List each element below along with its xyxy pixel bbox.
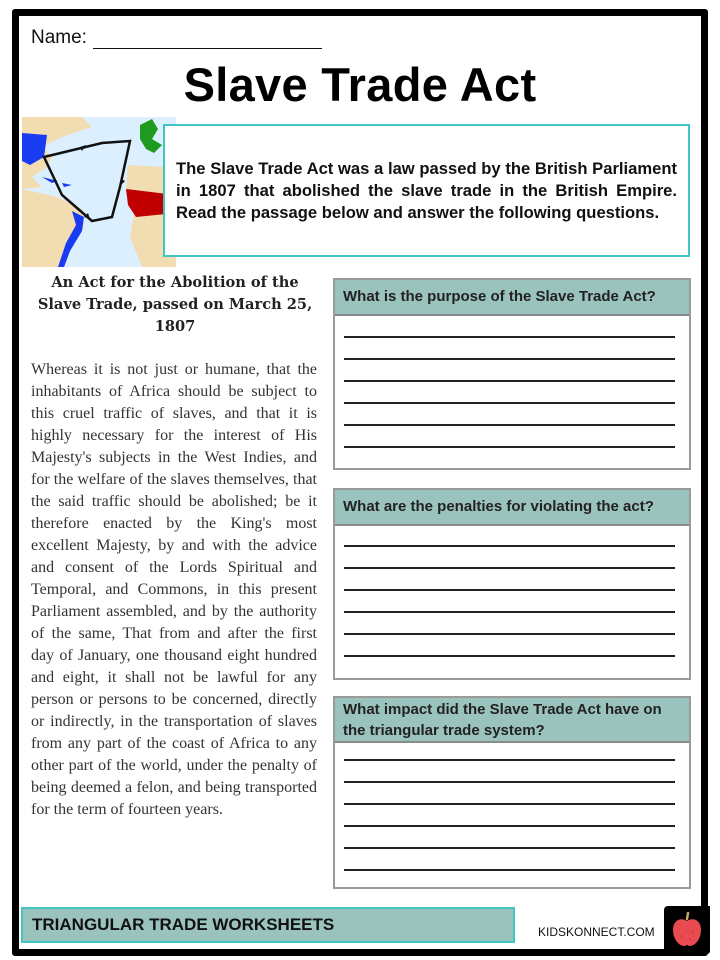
answer-line[interactable] (344, 589, 675, 591)
answer-line[interactable] (344, 611, 675, 613)
question-box-3 (333, 696, 691, 889)
answer-line[interactable] (344, 759, 675, 761)
answer-line[interactable] (344, 825, 675, 827)
answer-line[interactable] (344, 567, 675, 569)
answer-line[interactable] (344, 380, 675, 382)
apple-icon (664, 906, 710, 954)
answer-line[interactable] (344, 402, 675, 404)
question-box-2 (333, 488, 691, 680)
answer-line[interactable] (344, 803, 675, 805)
passage-body: Whereas it is not just or humane, that the inhabitants of Africa should be subject to this cruel traffic of slaves, and that it is highly necessary for the interest of His Majesty's subjects in the West Indies, and for the welfare of the slaves themselves, that the said traffic should be abolished; be it therefore enacted by the King's most excellent Majesty, by and with the advice and consent of the Lords Spiritual and Temporal, and Commons, in this present Parliament assembled, and by the authority of the same, That from and after the first day of January, one thousand eight hundred and eight, it shall not be lawful for any person or persons to be concerned, directly or indirectly, in the transportation of slaves from any part of the coast of Africa to any other part of the world, under the penalty of being deemed a felon, and being transported for the term of fourteen years. (31, 361, 317, 818)
logo-tab (664, 906, 710, 954)
name-input-line[interactable] (93, 31, 322, 49)
answer-line[interactable] (344, 446, 675, 448)
intro-text: The Slave Trade Act was a law passed by the British Parliament in 1807 that abolished the slave trade in the British Empire. Read the passage below and answer the following questions. (176, 158, 677, 222)
answer-line[interactable] (344, 633, 675, 635)
footer-site-link[interactable]: KIDSKONNECT.COM (538, 925, 655, 939)
name-row (31, 27, 322, 49)
footer-banner (21, 907, 515, 943)
answer-line[interactable] (344, 358, 675, 360)
intro-box (163, 124, 690, 257)
answer-line[interactable] (344, 545, 675, 547)
map-illustration (22, 117, 176, 267)
triangular-trade-map (22, 117, 176, 267)
question-3-text: What impact did the Slave Trade Act have on the triangular trade system? (335, 698, 689, 743)
answer-line[interactable] (344, 869, 675, 871)
question-1-text: What is the purpose of the Slave Trade Act? (335, 280, 689, 316)
answer-line[interactable] (344, 424, 675, 426)
answer-line[interactable] (344, 655, 675, 657)
question-box-1 (333, 278, 691, 470)
name-label: Name: (31, 27, 87, 48)
footer-label: TRIANGULAR TRADE WORKSHEETS (32, 915, 335, 934)
answer-line[interactable] (344, 847, 675, 849)
passage-title: An Act for the Abolition of the Slave Trade, passed on March 25, 1807 (37, 274, 313, 335)
question-2-text: What are the penalties for violating the act? (335, 490, 689, 526)
answer-line[interactable] (344, 336, 675, 338)
page-title: Slave Trade Act (183, 58, 537, 111)
answer-line[interactable] (344, 781, 675, 783)
